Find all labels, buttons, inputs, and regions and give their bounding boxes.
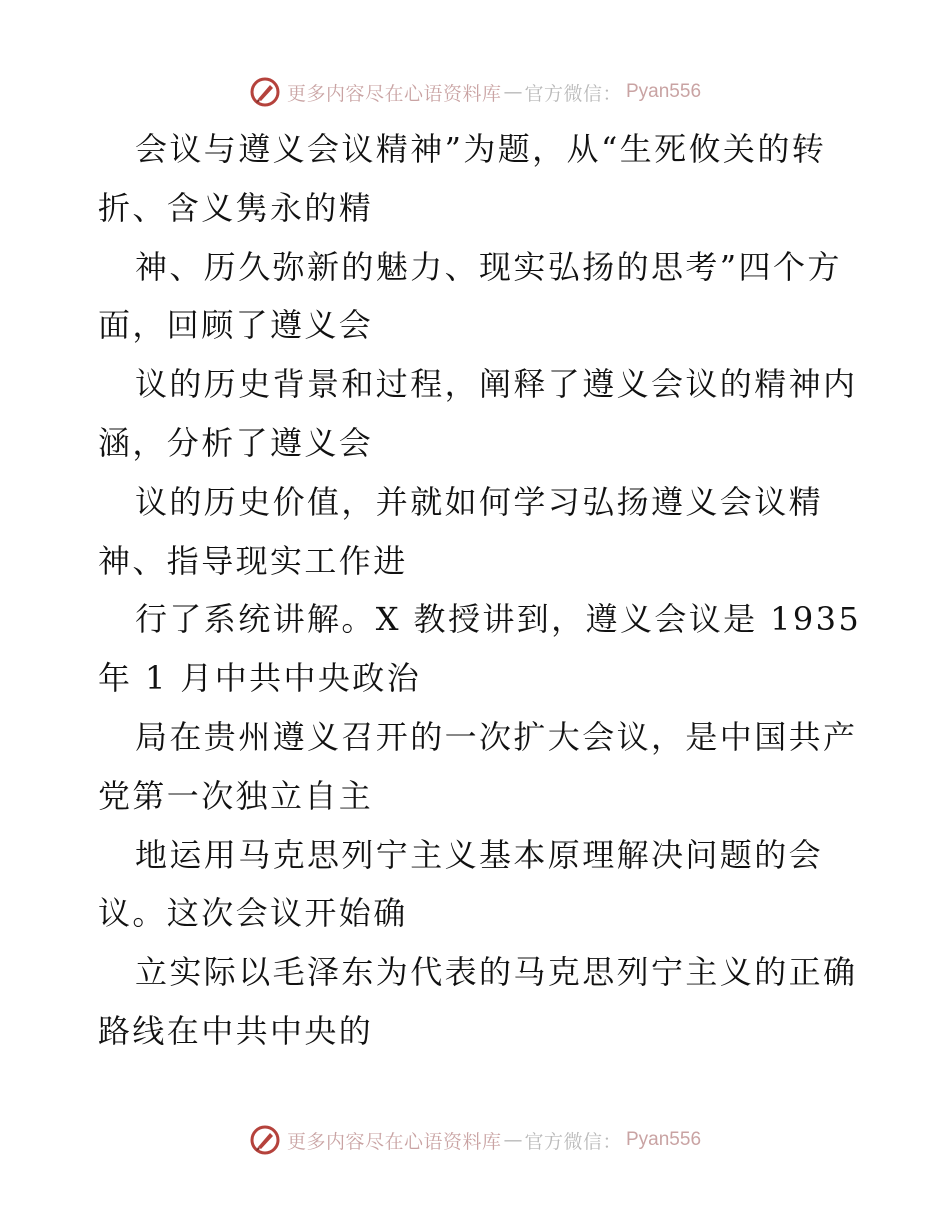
text-line: 局在贵州遵义召开的一次扩大会议，是中国共产 — [135, 717, 858, 756]
pen-logo-icon — [249, 76, 281, 108]
text-line: 折、含义隽永的精 — [98, 188, 374, 227]
text-line: 路线在中共中央的 — [98, 1011, 374, 1050]
watermark-wechat-id: Pyan556 — [626, 1129, 702, 1150]
text-line: 议。这次会议开始确 — [98, 894, 408, 933]
text-line: 地运用马克思列宁主义基本原理解决问题的会 — [135, 835, 824, 874]
text-line: 党第一次独立自主 — [98, 776, 374, 815]
text-line: 神、指导现实工作进 — [98, 541, 408, 580]
text-line: 神、历久弥新的魅力、现实弘扬的思考”四个方 — [135, 247, 842, 286]
header-watermark — [0, 72, 950, 112]
text-line: 立实际以毛泽东为代表的马克思列宁主义的正确 — [135, 953, 858, 992]
text-line: 涵，分析了遵义会 — [98, 423, 374, 462]
watermark-separator: — — [503, 81, 523, 103]
text-line: 会议与遵义会议精神”为题，从“生死攸关的转 — [135, 130, 827, 168]
text-line: 议的历史价值，并就如何学习弘扬遵义会议精 — [135, 482, 824, 521]
watermark-separator: — — [503, 1129, 523, 1151]
watermark-wechat-label: 官方微信： — [524, 1130, 622, 1153]
watermark-text: 更多内容尽在心语资料库 — [286, 82, 502, 105]
pen-logo-icon — [249, 1124, 281, 1156]
watermark-text: 更多内容尽在心语资料库 — [286, 1130, 502, 1153]
text-line: 议的历史背景和过程，阐释了遵义会议的精神内 — [135, 365, 858, 404]
text-line: 年 1 月中共中央政治 — [98, 659, 422, 698]
watermark-wechat-label: 官方微信： — [524, 82, 622, 105]
text-line: 面，回顾了遵义会 — [98, 306, 374, 345]
footer-watermark — [0, 1120, 950, 1160]
text-line: 行了系统讲解。X 教授讲到，遵义会议是 1935 — [135, 600, 862, 639]
watermark-wechat-id: Pyan556 — [626, 81, 702, 102]
document-body — [98, 120, 862, 1061]
